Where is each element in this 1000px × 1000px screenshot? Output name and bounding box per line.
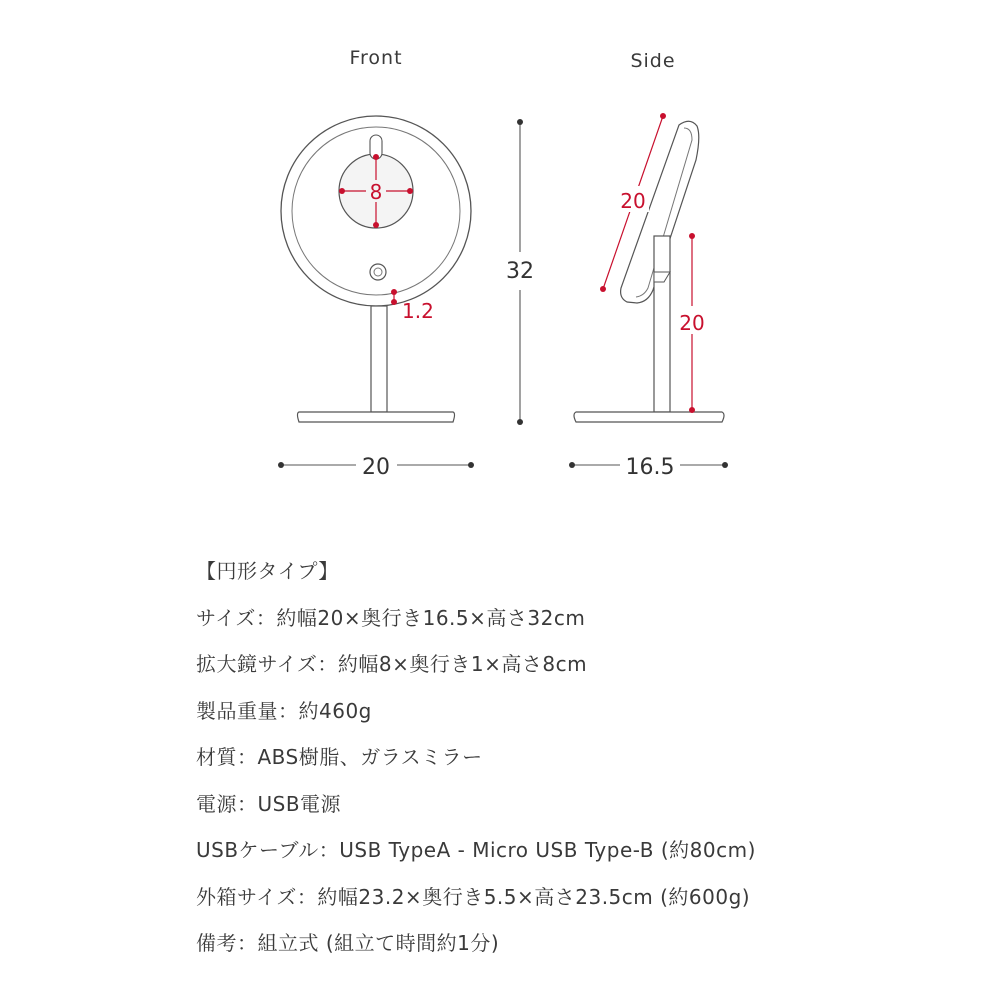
height-dimension-label: 32 — [506, 259, 534, 284]
side-view — [574, 121, 724, 422]
front-width-label: 20 — [362, 455, 390, 480]
dimension-dot — [660, 113, 666, 119]
dimension-dot — [517, 419, 523, 425]
depth-dimension-label: 16.5 — [625, 455, 675, 480]
dimension-dot — [569, 462, 575, 468]
dimension-dot — [689, 407, 695, 413]
dimension-dot — [600, 286, 606, 292]
depth-dimension — [569, 455, 728, 480]
touch-button — [370, 264, 386, 280]
stand-height-label: 20 — [679, 311, 705, 335]
dimension-dot — [722, 462, 728, 468]
rim-dimension-label: 1.2 — [402, 299, 434, 323]
spec-weight: 製品重量：約460g — [196, 698, 372, 723]
side-stem — [654, 236, 670, 412]
spec-magnifier-size: 拡大鏡サイズ：約幅8×奥行き1×高さ8cm — [196, 652, 588, 676]
dimension-dot — [517, 119, 523, 125]
magnifier-dimension-label: 8 — [369, 180, 383, 204]
side-base — [574, 412, 724, 422]
front-view-label: Front — [349, 47, 403, 69]
rim-dimension — [391, 289, 434, 323]
spec-box-size: 外箱サイズ：約幅23.2×奥行き5.5×高さ23.5cm (約600g) — [196, 884, 751, 909]
dimension-dot — [407, 188, 413, 194]
spec-usb-cable: USBケーブル：USB TypeA - Micro USB Type-B (約80cm) — [196, 838, 756, 862]
dimension-dot — [468, 462, 474, 468]
mirror-diagonal-label: 20 — [620, 189, 646, 213]
spec-size: サイズ：約幅20×奥行き16.5×高さ32cm — [196, 605, 586, 630]
dimension-dot — [391, 299, 397, 305]
dimension-dot — [278, 462, 284, 468]
dimension-dot — [391, 289, 397, 295]
front-stem — [371, 306, 387, 412]
dimension-dot — [373, 154, 379, 160]
spec-power: 電源：USB電源 — [196, 791, 342, 816]
dimension-dot — [373, 222, 379, 228]
spec-heading: 【円形タイプ】 — [196, 559, 339, 583]
spec-notes: 備考：組立式 (組立て時間約1分) — [196, 931, 500, 955]
front-width-dimension — [278, 455, 474, 480]
dimension-dot — [339, 188, 345, 194]
stand-height-dimension — [676, 233, 708, 413]
front-base — [298, 412, 455, 422]
height-dimension — [506, 119, 534, 425]
spec-material: 材質：ABS樹脂、ガラスミラー — [196, 745, 483, 769]
side-view-label: Side — [630, 50, 676, 72]
touch-button-inner — [374, 268, 382, 276]
dimension-dot — [689, 233, 695, 239]
spec-list — [196, 556, 756, 975]
